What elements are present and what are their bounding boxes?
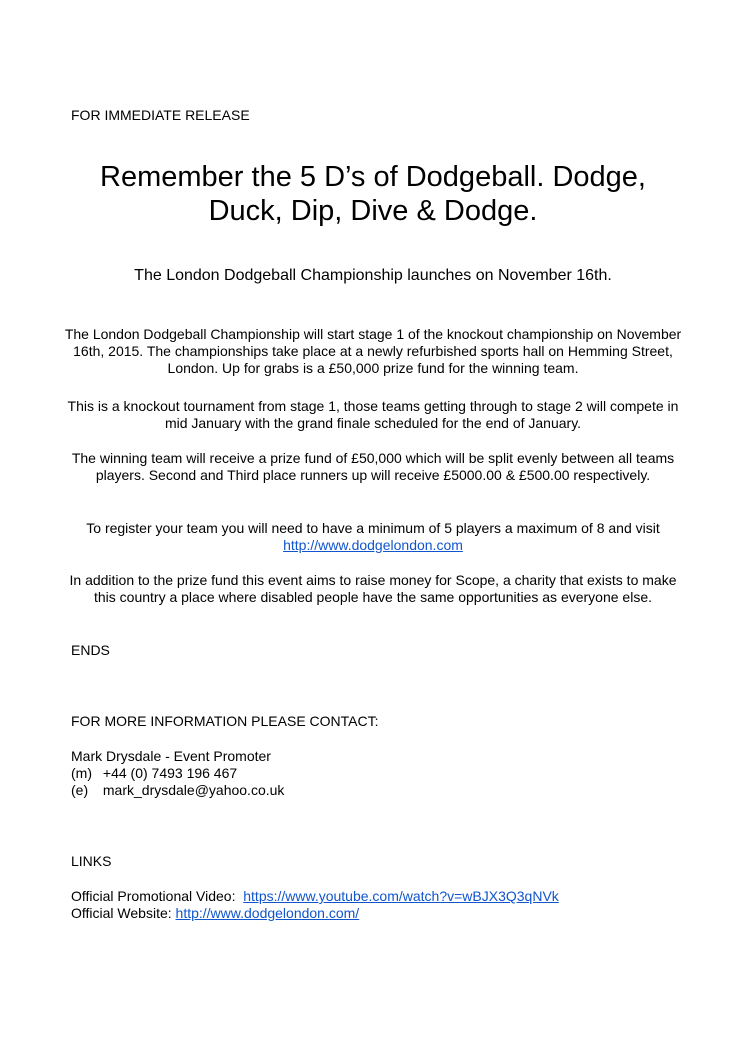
headline: Remember the 5 D’s of Dodgeball. Dodge, Duck, Dip, Dive & Dodge. — [100, 161, 646, 227]
contact-mobile: +44 (0) 7493 196 467 — [102, 765, 238, 781]
subheadline: The London Dodgeball Championship launches on November 16th. — [134, 267, 612, 284]
body-paragraph: In addition to the prize fund this event aims to raise money for Scope, a charity that exists to make this country a place where disabled people have the same opportunities as everyone else. — [69, 572, 677, 605]
body-paragraph: This is a knockout tournament from stage 1, those teams getting through to stage 2 will compete in mid January with the grand finale scheduled for the end of January. — [67, 398, 679, 431]
ends-label: ENDS — [71, 642, 110, 658]
contact-email-row — [71, 782, 681, 799]
video-link[interactable]: https://www.youtube.com/watch?v=wBJX3Q3qNVk — [243, 888, 559, 904]
website-link-label: Official Website: — [71, 905, 172, 921]
mobile-tag: (m) — [71, 765, 92, 781]
body-paragraph: The winning team will receive a prize fund of £50,000 which will be split evenly between all teams players. Second and Third place runners up will receive £5000.00 & £500.00 respectively. — [71, 450, 675, 483]
links-heading: LINKS — [71, 853, 112, 869]
contact-email: mark_drysdale@yahoo.co.uk — [102, 782, 285, 798]
website-link[interactable]: http://www.dodgelondon.com/ — [175, 905, 360, 921]
body-paragraph: The London Dodgeball Championship will start stage 1 of the knockout championship on November 16th, 2015. The championships take place at a newly refurbished sports hall on Hemming Street, London. Up for grabs is a £50,000 prize fund for the winning team. — [64, 326, 682, 376]
video-link-label: Official Promotional Video: — [71, 888, 236, 904]
links-list — [71, 888, 681, 922]
video-link-row — [71, 888, 681, 905]
register-website-link[interactable]: http://www.dodgelondon.com — [283, 537, 463, 553]
contact-heading: FOR MORE INFORMATION PLEASE CONTACT: — [71, 713, 379, 729]
register-paragraph — [63, 520, 683, 554]
contact-details — [71, 748, 681, 799]
contact-name: Mark Drysdale - Event Promoter — [71, 748, 271, 764]
website-link-row — [71, 905, 681, 922]
release-label: FOR IMMEDIATE RELEASE — [71, 107, 250, 123]
email-tag: (e) — [71, 782, 89, 798]
contact-mobile-row — [71, 765, 681, 782]
register-text: To register your team you will need to have a minimum of 5 players a maximum of 8 and visit — [86, 520, 660, 536]
